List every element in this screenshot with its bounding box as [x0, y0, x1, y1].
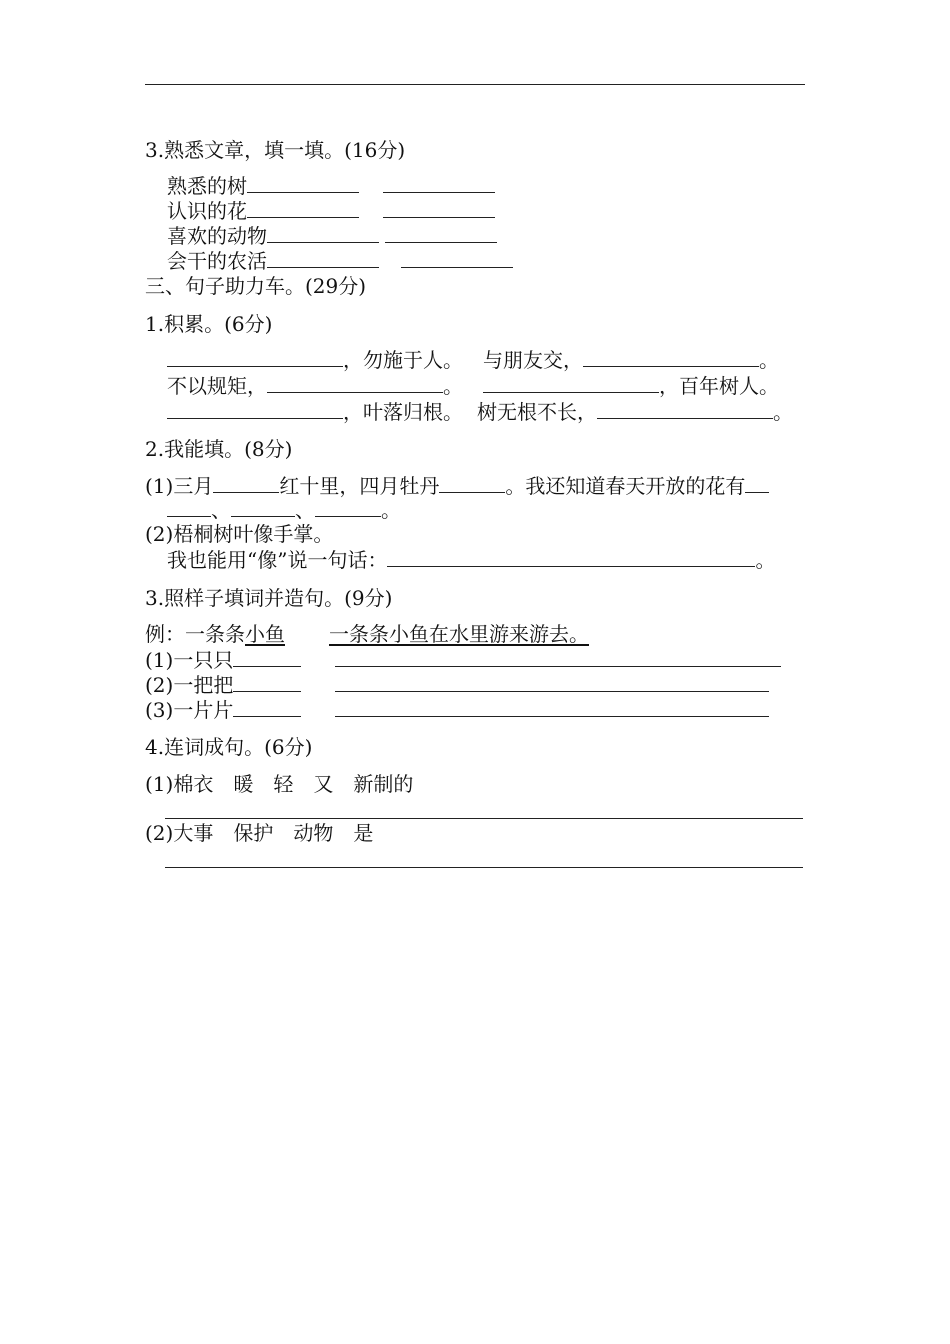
blank[interactable]	[167, 498, 211, 517]
p1-line-1	[167, 348, 779, 372]
example-sentence: 一条条小鱼在水里游来游去。	[329, 622, 589, 646]
blank[interactable]	[401, 249, 513, 268]
text: 、	[211, 498, 231, 522]
blank[interactable]	[233, 673, 301, 692]
blank[interactable]	[335, 673, 769, 692]
q3-row-label: 熟悉的树	[167, 174, 247, 198]
example-word: 小鱼	[245, 622, 285, 646]
text: (1)一只只	[145, 648, 234, 672]
text: ，叶落归根。	[343, 400, 463, 424]
text: 。	[755, 548, 776, 572]
blank[interactable]	[439, 474, 505, 493]
blank[interactable]	[483, 374, 659, 393]
q3-row-label: 会干的农活	[167, 249, 267, 273]
text: ，勿施于人。	[343, 348, 463, 372]
blank[interactable]	[597, 400, 773, 419]
q3-row-label: 喜欢的动物	[167, 224, 267, 248]
blank[interactable]	[745, 474, 769, 493]
text: 。	[443, 374, 463, 398]
text: (3)一片片	[145, 698, 234, 722]
q3-row-2	[167, 199, 495, 223]
p3-example	[145, 622, 589, 646]
blank[interactable]	[335, 648, 781, 667]
text: 。	[759, 348, 779, 372]
text: 例：一条条	[145, 622, 245, 646]
top-rule	[145, 84, 805, 85]
q3-row-4	[167, 249, 513, 273]
text: 、	[295, 498, 315, 522]
blank[interactable]	[267, 249, 379, 268]
p2-line-3: (2)梧桐树叶像手掌。	[145, 522, 334, 546]
blank[interactable]	[167, 400, 343, 419]
blank[interactable]	[583, 348, 759, 367]
text: 我也能用“像”说一句话：	[167, 548, 388, 572]
blank[interactable]	[385, 224, 497, 243]
p1-line-3	[167, 400, 793, 424]
p2-line-4	[167, 548, 775, 572]
answer-line[interactable]	[165, 867, 803, 868]
q3-row-label: 认识的花	[167, 199, 247, 223]
p2-line-1	[145, 474, 769, 498]
blank[interactable]	[267, 224, 379, 243]
blank[interactable]	[231, 498, 295, 517]
text: 不以规矩，	[167, 374, 267, 398]
q3-heading: 3.熟悉文章，填一填。(16分)	[145, 138, 406, 162]
p3-item-1	[145, 648, 781, 672]
q3-row-3	[167, 224, 497, 248]
blank[interactable]	[247, 174, 359, 193]
p4-item-1: (1)棉衣 暖 轻 又 新制的	[145, 772, 414, 796]
p3-item-2	[145, 673, 769, 697]
p3-item-3	[145, 698, 769, 722]
p3-heading: 3.照样子填词并造句。(9分)	[145, 586, 393, 610]
section3-heading: 三、句子助力车。(29分)	[145, 274, 367, 298]
blank[interactable]	[315, 498, 381, 517]
blank[interactable]	[213, 474, 279, 493]
text: 与朋友交，	[483, 348, 583, 372]
p4-item-2: (2)大事 保护 动物 是	[145, 821, 374, 845]
answer-line[interactable]	[165, 818, 803, 819]
blank[interactable]	[383, 199, 495, 218]
p1-line-2	[167, 374, 779, 398]
blank[interactable]	[247, 199, 359, 218]
text: 树无根不长，	[477, 400, 597, 424]
p2-heading: 2.我能填。(8分)	[145, 437, 293, 461]
text: 。我还知道春天开放的花有	[505, 474, 746, 498]
p2-line-2	[167, 498, 401, 522]
text: ，百年树人。	[659, 374, 779, 398]
blank[interactable]	[383, 174, 495, 193]
text: 红十里，四月牡丹	[279, 474, 440, 498]
text: 。	[381, 498, 401, 522]
text: (2)一把把	[145, 673, 234, 697]
blank[interactable]	[387, 548, 755, 567]
blank[interactable]	[267, 374, 443, 393]
blank[interactable]	[233, 698, 301, 717]
p1-heading: 1.积累。(6分)	[145, 312, 273, 336]
blank[interactable]	[335, 698, 769, 717]
p4-heading: 4.连词成句。(6分)	[145, 735, 313, 759]
blank[interactable]	[167, 348, 343, 367]
blank[interactable]	[233, 648, 301, 667]
q3-row-1	[167, 174, 495, 198]
text: (1)三月	[145, 474, 214, 498]
text: 。	[773, 400, 793, 424]
